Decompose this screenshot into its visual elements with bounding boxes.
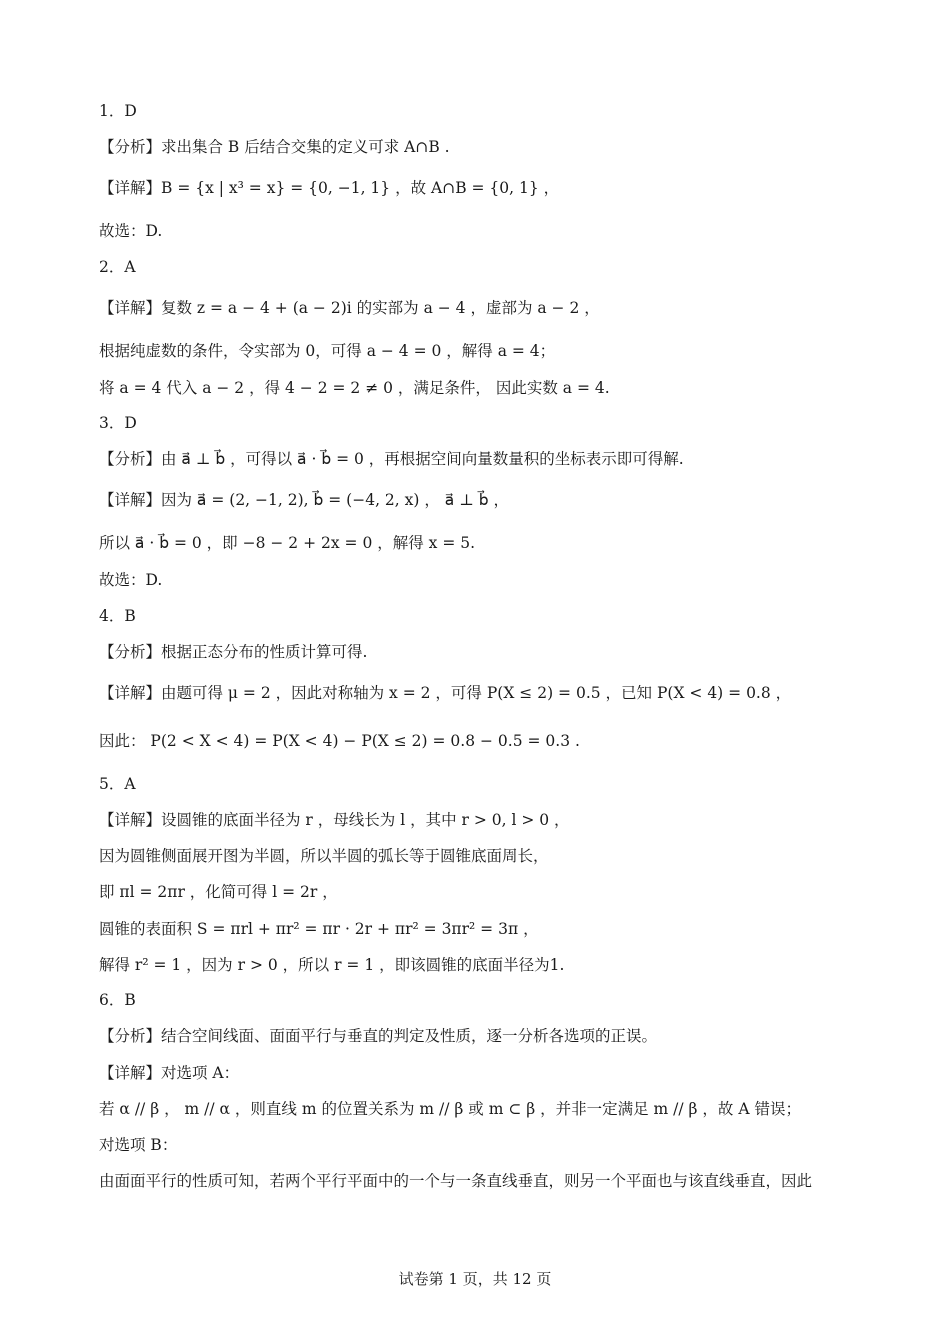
answer-2-detail: 【详解】复数 z = a − 4 + (a − 2)i 的实部为 a − 4 ，虚部为 a − 2 ， xyxy=(99,299,600,317)
answer-2-condition: 根据纯虚数的条件，令实部为 0，可得 a − 4 = 0 ，解得 a = 4； xyxy=(99,342,556,360)
answer-5-heading: 5．A xyxy=(99,775,136,793)
answer-4-detail: 【详解】由题可得 μ = 2 ，因此对称轴为 x = 2 ，可得 P(X ≤ 2) = 0.5 ，已知 P(X < 4) = 0.8 ， xyxy=(99,684,792,702)
answer-1-heading: 1．D xyxy=(99,102,137,120)
answer-3-choice: 故选：D. xyxy=(99,571,163,589)
answer-3-detail: 【详解】因为 a⃗ = (2, −1, 2), b⃗ = (−4, 2, x) ， a⃗ ⊥ b⃗ ， xyxy=(99,491,509,509)
answer-5-simplify: 即 πl = 2πr ，化简可得 l = 2r ， xyxy=(99,883,338,901)
answer-4-result: 因此： P(2 < X < 4) = P(X < 4) − P(X ≤ 2) = 0.8 − 0.5 = 0.3 . xyxy=(99,732,580,750)
answer-5-detail: 【详解】设圆锥的底面半径为 r ，母线长为 l ，其中 r > 0, l > 0 ， xyxy=(99,811,570,829)
answer-6-option-b-text: 由面面平行的性质可知，若两个平行平面中的一个与一条直线垂直，则另一个平面也与该直线垂直，因此 xyxy=(99,1172,813,1190)
answer-2-conclusion: 将 a = 4 代入 a − 2 ，得 4 − 2 = 2 ≠ 0 ，满足条件， 因此实数 a = 4. xyxy=(99,379,610,397)
page-footer: 试卷第 1 页，共 12 页 xyxy=(398,1270,552,1288)
answer-1-detail: 【详解】B = {x | x³ = x} = {0, −1, 1} ，故 A∩B = {0, 1} ， xyxy=(99,179,560,197)
answer-6-heading: 6．B xyxy=(99,991,136,1009)
answer-4-analysis: 【分析】根据正态分布的性质计算可得. xyxy=(99,643,368,661)
answer-3-solve: 所以 a⃗ · b⃗ = 0 ，即 −8 − 2 + 2x = 0 ，解得 x = 5. xyxy=(99,534,476,552)
answer-2-heading: 2．A xyxy=(99,258,136,276)
answer-5-solve: 解得 r² = 1 ，因为 r > 0 ，所以 r = 1 ，即该圆锥的底面半径为1. xyxy=(99,956,565,974)
answer-5-area: 圆锥的表面积 S = πrl + πr² = πr · 2r + πr² = 3πr² = 3π ， xyxy=(99,920,539,938)
answer-6-option-a-text: 若 α // β ， m // α ，则直线 m 的位置关系为 m // β 或 m ⊂ β ，并非一定满足 m // β ，故 A 错误； xyxy=(99,1100,801,1118)
answer-6-option-a-label: 【详解】对选项 A： xyxy=(99,1064,240,1082)
answer-1-analysis: 【分析】求出集合 B 后结合交集的定义可求 A∩B . xyxy=(99,138,450,156)
answer-1-choice: 故选：D. xyxy=(99,222,163,240)
answer-6-analysis: 【分析】结合空间线面、面面平行与垂直的判定及性质，逐一分析各选项的正误。 xyxy=(99,1027,658,1045)
answer-3-heading: 3．D xyxy=(99,414,137,432)
answer-6-option-b-label: 对选项 B： xyxy=(99,1136,178,1154)
answer-4-heading: 4．B xyxy=(99,607,136,625)
answer-3-analysis: 【分析】由 a⃗ ⊥ b⃗ ，可得以 a⃗ · b⃗ = 0 ，再根据空间向量数量积的坐标表示即可得解. xyxy=(99,450,684,468)
answer-5-reason: 因为圆锥侧面展开图为半圆，所以半圆的弧长等于圆锥底面周长， xyxy=(99,847,549,865)
